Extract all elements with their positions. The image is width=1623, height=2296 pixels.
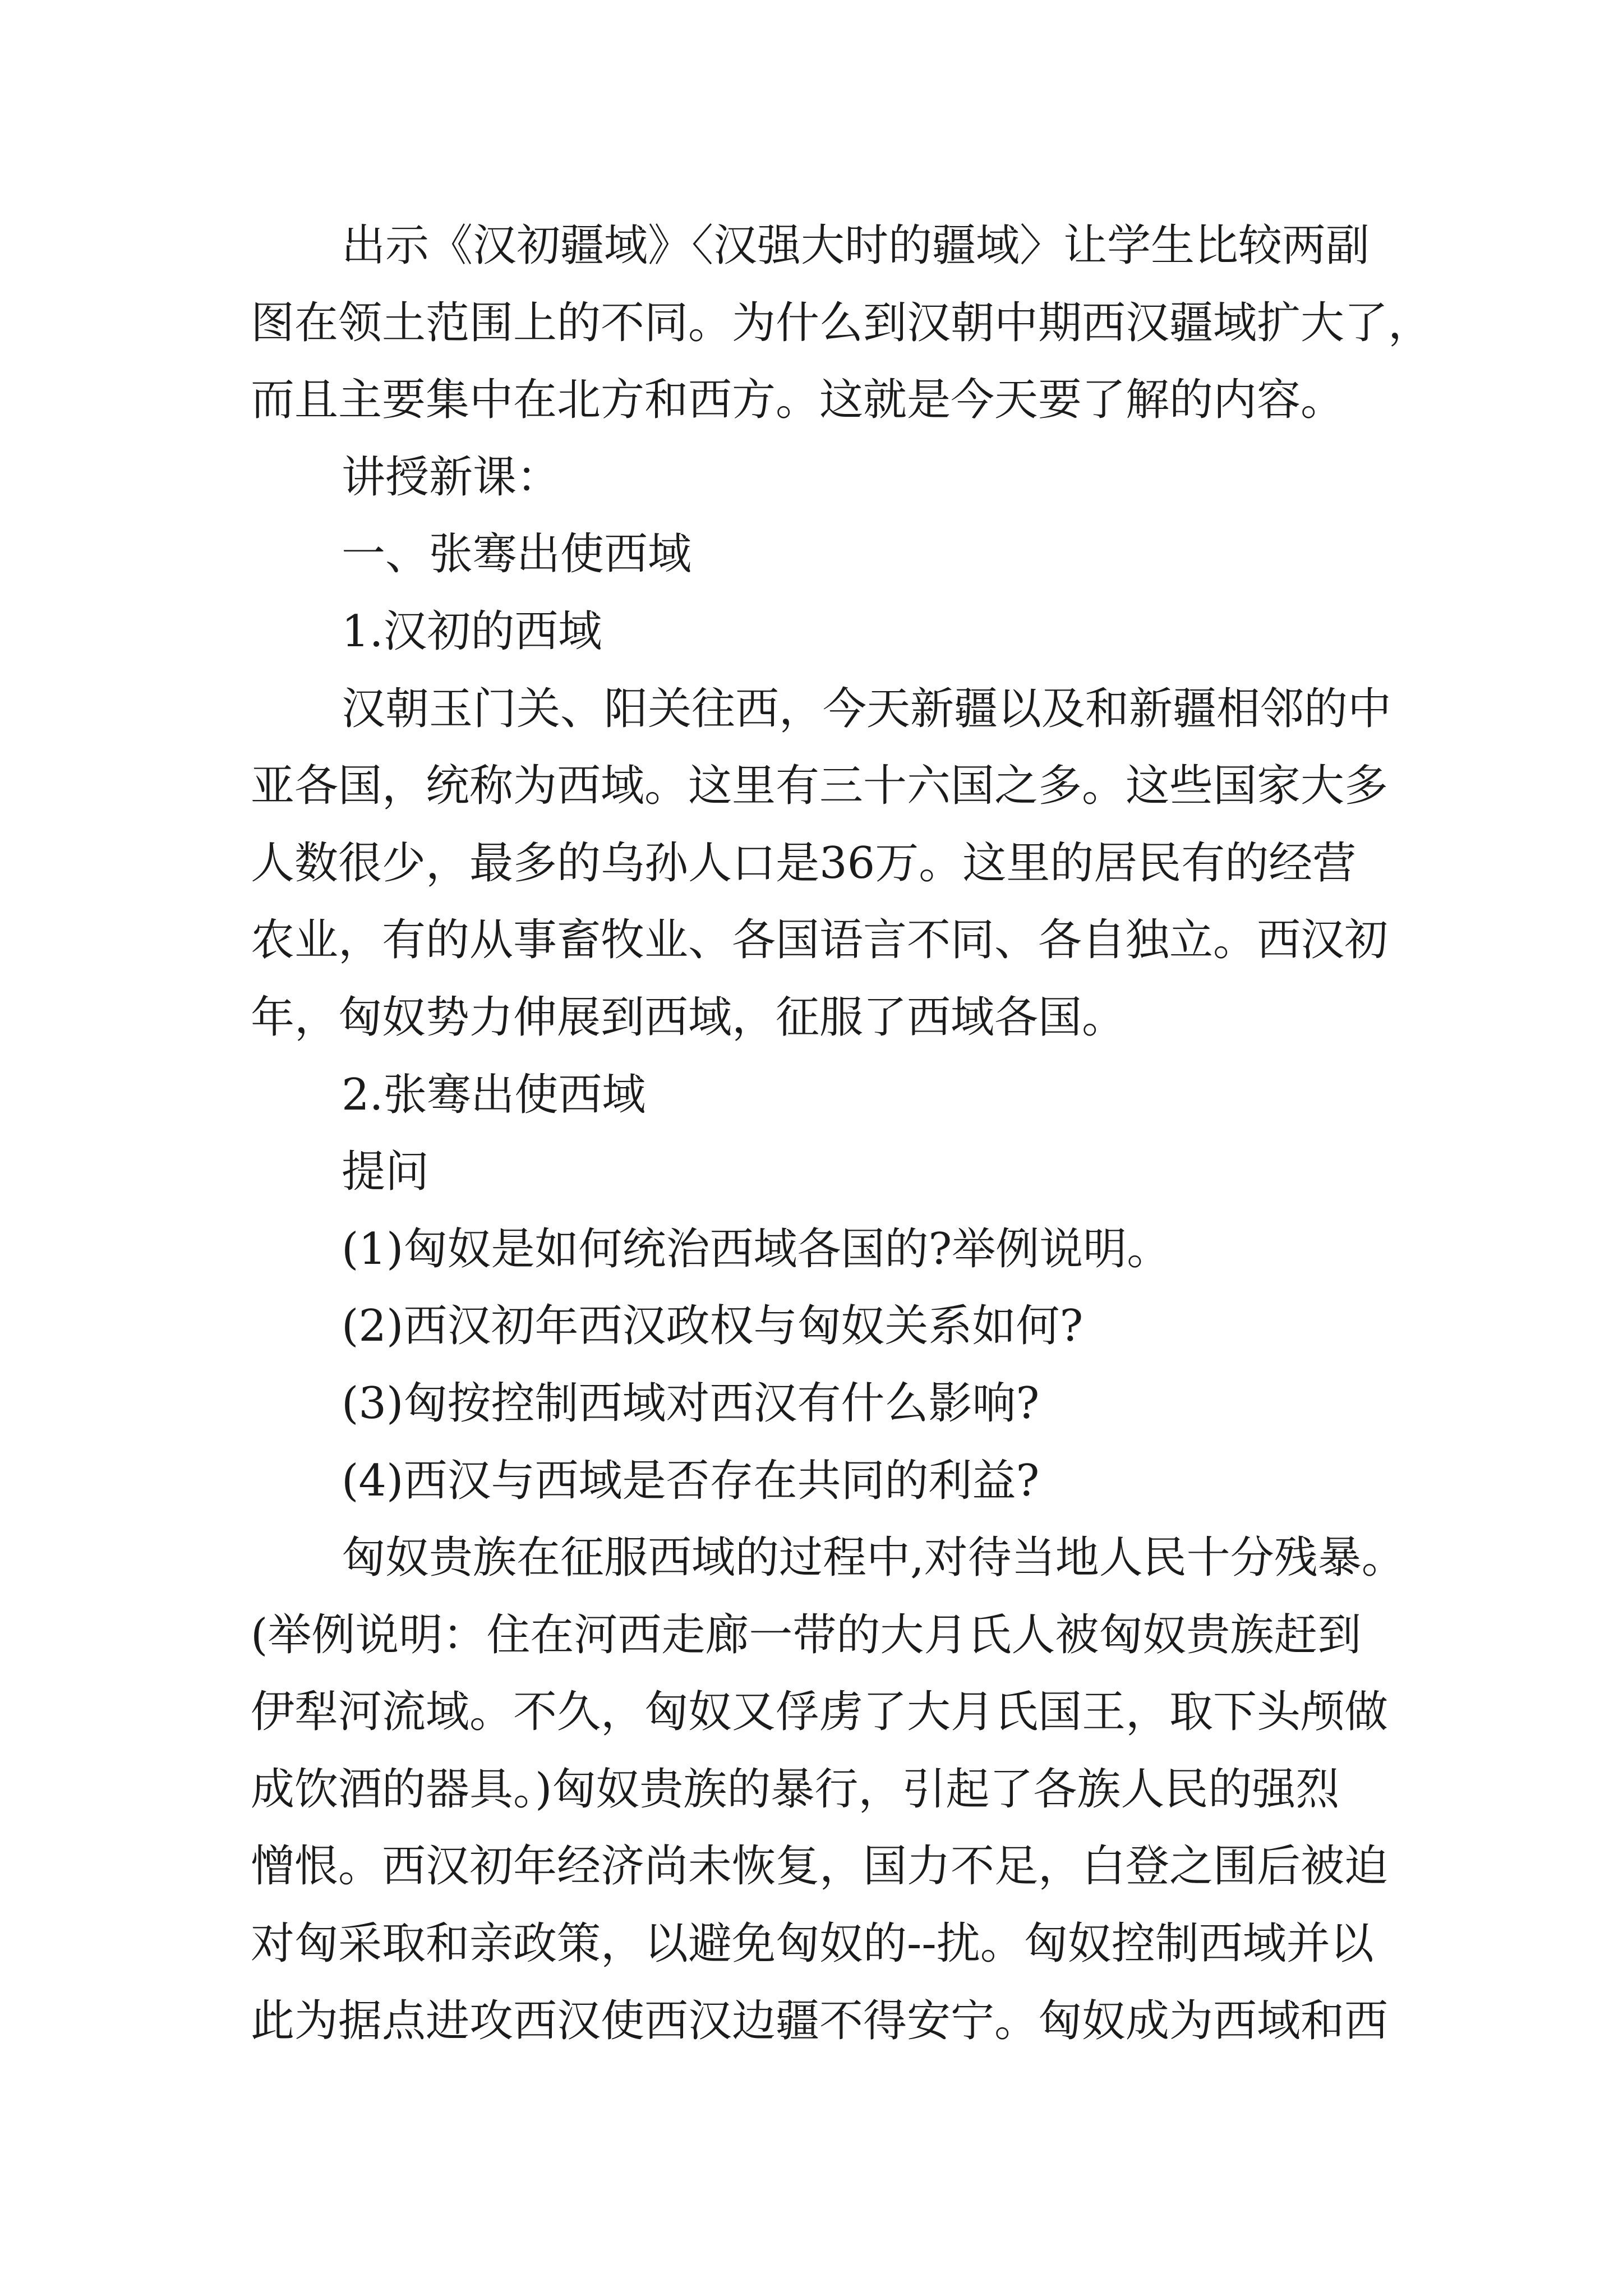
paragraph-line: 人数很少，最多的乌孙人口是36万。这里的居民有的经营 xyxy=(251,838,1357,889)
paragraph-line: 而且主要集中在北方和西方。这就是今天要了解的内容。 xyxy=(251,375,1345,426)
section-heading xyxy=(251,516,1541,593)
paragraph-line: 年，匈奴势力伸展到西域，征服了西域各国。 xyxy=(251,992,1126,1043)
paragraph-line: (举例说明：住在河西走廊一带的大月氏人被匈奴贵族赶到 xyxy=(251,1609,1362,1660)
paragraph-line: 出示《汉初疆域》〈汉强大时的疆域〉让学生比较两副 xyxy=(342,220,1370,271)
paragraph-line: (1)匈奴是如何统治西域各国的?举例说明。 xyxy=(342,1223,1171,1274)
paragraph-line: 匈奴贵族在征服西域的过程中,对待当地人民十分残暴。 xyxy=(342,1533,1405,1584)
paragraph-line: (2)西汉初年西汉政权与匈奴关系如何? xyxy=(342,1301,1083,1352)
paragraph-line: 对匈采取和亲政策，以避免匈奴的--扰。匈奴控制西域并以 xyxy=(251,1918,1374,1970)
paragraph-line: 汉朝玉门关、阳关往西，今天新疆以及和新疆相邻的中 xyxy=(342,683,1392,734)
question-item xyxy=(251,1288,1541,1365)
question-label xyxy=(251,1134,1541,1211)
document-body xyxy=(251,208,1541,2060)
subsection-heading xyxy=(251,1057,1541,1134)
paragraph-line: (4)西汉与西域是否存在共同的利益? xyxy=(342,1455,1040,1506)
paragraph-line: (3)匈按控制西域对西汉有什么影响? xyxy=(342,1378,1040,1429)
paragraph-line: 1.汉初的西域 xyxy=(342,606,602,657)
body-paragraph xyxy=(251,1520,1541,2060)
paragraph-line: 2.张骞出使西域 xyxy=(342,1069,646,1120)
question-item xyxy=(251,1365,1541,1443)
paragraph-line: 伊犁河流域。不久，匈奴又俘虏了大月氏国王，取下头颅做 xyxy=(251,1687,1389,1738)
paragraph-line: 亚各国，统称为西域。这里有三十六国之多。这些国家大多 xyxy=(251,761,1389,812)
intro-paragraph xyxy=(251,208,1541,439)
paragraph-line: 讲授新课： xyxy=(342,452,561,503)
paragraph-line: 成饮酒的器具。)匈奴贵族的暴行，引起了各族人民的强烈 xyxy=(251,1764,1340,1815)
paragraph-line: 提问 xyxy=(342,1147,430,1198)
paragraph-line: 憎恨。西汉初年经济尚未恢复，国力不足，白登之围后被迫 xyxy=(251,1841,1389,1892)
lecture-heading xyxy=(251,439,1541,517)
paragraph-line: 此为据点进攻西汉使西汉边疆不得安宁。匈奴成为西域和西 xyxy=(251,1995,1389,2046)
paragraph-line: 农业，有的从事畜牧业、各国语言不同、各自独立。西汉初 xyxy=(251,915,1389,966)
question-item xyxy=(251,1211,1541,1289)
paragraph-line: 一、张骞出使西域 xyxy=(342,529,692,580)
paragraph-line: 图在领土范围上的不同。为什么到汉朝中期西汉疆域扩大了， xyxy=(251,297,1432,348)
question-item xyxy=(251,1443,1541,1520)
subsection-heading xyxy=(251,593,1541,671)
body-paragraph xyxy=(251,671,1541,1057)
